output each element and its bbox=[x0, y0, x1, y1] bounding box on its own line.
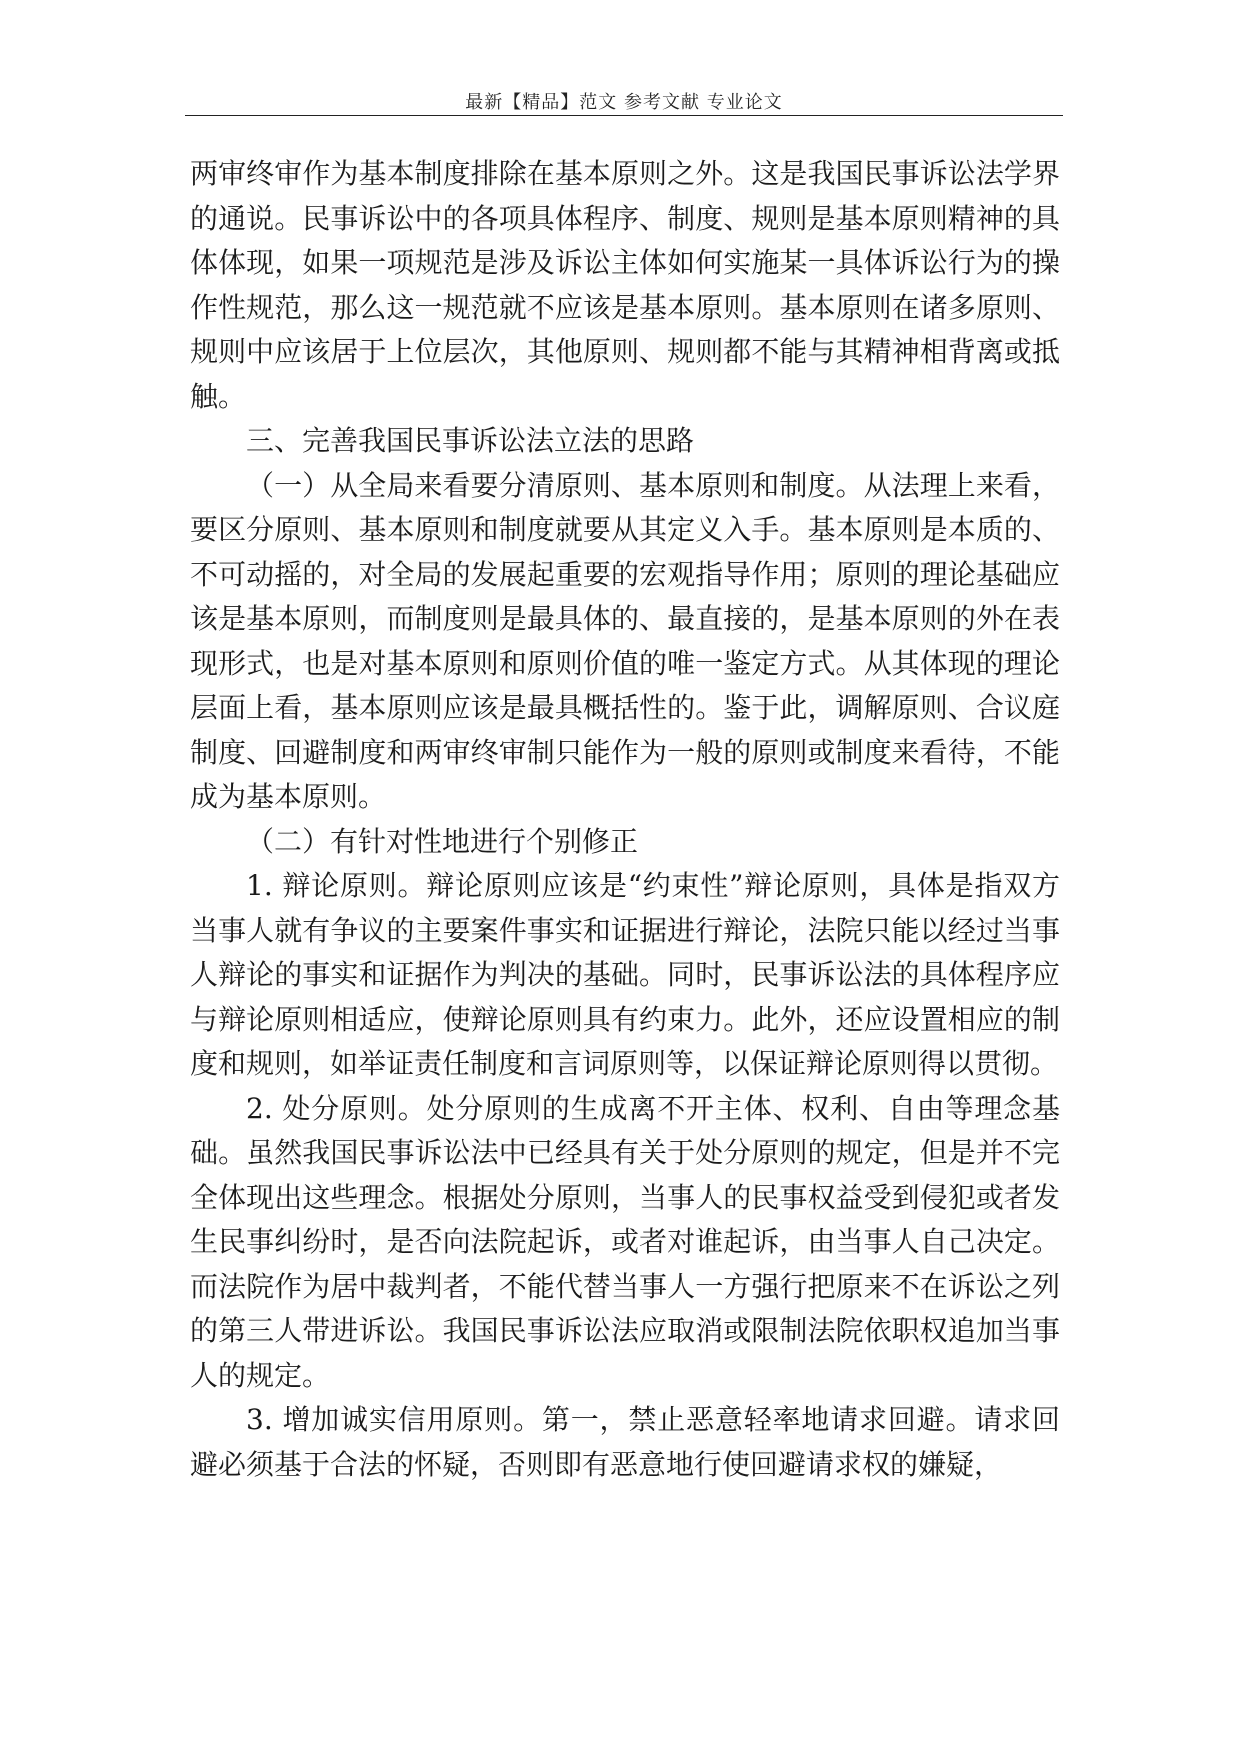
item-paragraph-1: 1. 辩论原则。辩论原则应该是“约束性”辩论原则，具体是指双方当事人就有争议的主要案件事实和证据进行辩论，法院只能以经过当事人辩论的事实和证据作为判决的基础。同时，民事诉讼法的具体程序应与辩论原则相适应，使辩论原则具有约束力。此外，还应设置相应的制度和规则，如举证责任制度和言词原则等，以保证辩论原则得以贯彻。 bbox=[190, 869, 1060, 1080]
item-paragraph-2: 2. 处分原则。处分原则的生成离不开主体、权利、自由等理念基础。虽然我国民事诉讼法中已经具有关于处分原则的规定，但是并不完全体现出这些理念。根据处分原则，当事人的民事权益受到侵犯或者发生民事纠纷时，是否向法院起诉，或者对谁起诉，由当事人自己决定。而法院作为居中裁判者，不能代替当事人一方强行把原来不在诉讼之列的第三人带进诉讼。我国民事诉讼法应取消或限制法院依职权追加当事人的规定。 bbox=[190, 1091, 1060, 1392]
section-heading: 三、完善我国民事诉讼法立法的思路 bbox=[246, 424, 695, 457]
item-paragraph-3: 3. 增加诚实信用原则。第一，禁止恶意轻率地请求回避。请求回避必须基于合法的怀疑，否则即有恶意地行使回避请求权的嫌疑， bbox=[190, 1403, 1060, 1481]
header-divider bbox=[185, 115, 1063, 116]
page-header: 最新【精品】范文 参考文献 专业论文 bbox=[465, 92, 783, 113]
subsection-paragraph-1: （一）从全局来看要分清原则、基本原则和制度。从法理上来看，要区分原则、基本原则和制度就要从其定义入手。基本原则是本质的、不可动摇的，对全局的发展起重要的宏观指导作用；原则的理论基础应该是基本原则，而制度则是最具体的、最直接的，是基本原则的外在表现形式，也是对基本原则和原则价值的唯一鉴定方式。从其体现的理论层面上看，基本原则应该是最具概括性的。鉴于此，调解原则、合议庭制度、回避制度和两审终审制只能作为一般的原则或制度来看待，不能成为基本原则。 bbox=[190, 468, 1060, 813]
subsection-heading-2: （二）有针对性地进行个别修正 bbox=[246, 824, 639, 858]
document-body bbox=[190, 152, 1060, 1487]
paragraph-continuation: 两审终审作为基本制度排除在基本原则之外。这是我国民事诉讼法学界的通说。民事诉讼中的各项具体程序、制度、规则是基本原则精神的具体体现，如果一项规范是涉及诉讼主体如何实施某一具体诉讼行为的操作性规范，那么这一规范就不应该是基本原则。基本原则在诸多原则、规则中应该居于上位层次，其他原则、规则都不能与其精神相背离或抵触。 bbox=[190, 157, 1060, 413]
